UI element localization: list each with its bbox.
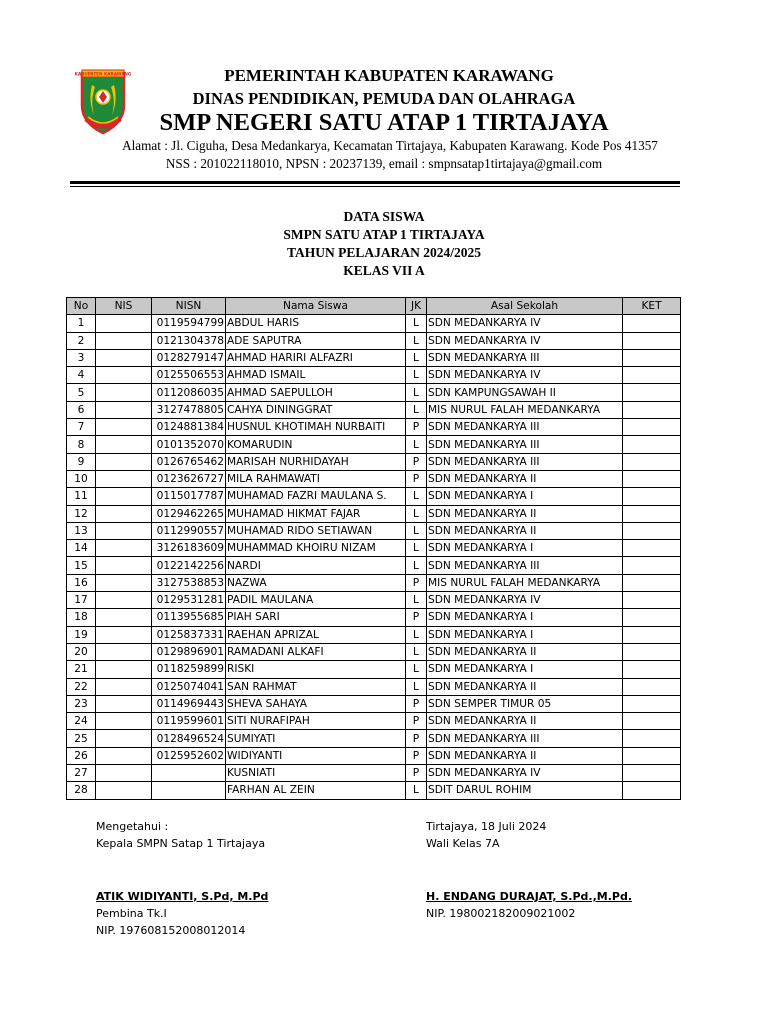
- cell-student-name: WIDIYANTI: [226, 747, 406, 764]
- place-date: Tirtajaya, 18 Juli 2024: [426, 820, 547, 833]
- cell-student-name: AHMAD SAEPULLOH: [226, 384, 406, 401]
- cell-no: 27: [67, 765, 96, 782]
- principal-nip: NIP. 197608152008012014: [96, 924, 246, 938]
- cell-gender: P: [406, 730, 427, 747]
- cell-no: 5: [67, 384, 96, 401]
- cell-no: 12: [67, 505, 96, 522]
- table-row: [67, 367, 681, 384]
- column-header-name: Nama Siswa: [226, 298, 406, 315]
- cell-student-name: MILA RAHMAWATI: [226, 470, 406, 487]
- cell-nisn: [152, 765, 226, 782]
- cell-no: 23: [67, 695, 96, 712]
- cell-notes: [623, 470, 681, 487]
- cell-origin-school: SDN MEDANKARYA I: [427, 661, 623, 678]
- column-header-nis: NIS: [96, 298, 152, 315]
- cell-notes: [623, 695, 681, 712]
- cell-origin-school: SDN MEDANKARYA II: [427, 522, 623, 539]
- cell-nis: [96, 730, 152, 747]
- cell-nis: [96, 367, 152, 384]
- cell-nis: [96, 592, 152, 609]
- cell-student-name: KOMARUDIN: [226, 436, 406, 453]
- cell-notes: [623, 401, 681, 418]
- cell-nisn: 0114969443: [152, 695, 226, 712]
- table-row: [67, 488, 681, 505]
- cell-gender: L: [406, 315, 427, 332]
- cell-nisn: 0101352070: [152, 436, 226, 453]
- cell-origin-school: SDN MEDANKARYA I: [427, 540, 623, 557]
- cell-origin-school: SDN MEDANKARYA IV: [427, 765, 623, 782]
- cell-gender: L: [406, 332, 427, 349]
- acknowledged-label: Mengetahui :: [96, 820, 169, 833]
- cell-notes: [623, 713, 681, 730]
- cell-no: 18: [67, 609, 96, 626]
- letterhead-divider-thin: [70, 186, 680, 187]
- cell-nis: [96, 488, 152, 505]
- cell-nis: [96, 436, 152, 453]
- cell-nisn: 0115017787: [152, 488, 226, 505]
- table-row: [67, 522, 681, 539]
- cell-student-name: AHMAD HARIRI ALFAZRI: [226, 349, 406, 366]
- cell-origin-school: SDN KAMPUNGSAWAH II: [427, 384, 623, 401]
- cell-no: 6: [67, 401, 96, 418]
- cell-origin-school: MIS NURUL FALAH MEDANKARYA: [427, 574, 623, 591]
- cell-notes: [623, 609, 681, 626]
- cell-gender: L: [406, 678, 427, 695]
- cell-nisn: 0125952602: [152, 747, 226, 764]
- cell-nisn: 0126765462: [152, 453, 226, 470]
- cell-no: 17: [67, 592, 96, 609]
- cell-nisn: 0112086035: [152, 384, 226, 401]
- cell-gender: L: [406, 661, 427, 678]
- cell-nis: [96, 713, 152, 730]
- cell-gender: L: [406, 626, 427, 643]
- cell-no: 11: [67, 488, 96, 505]
- column-header-nisn: NISN: [152, 298, 226, 315]
- cell-no: 10: [67, 470, 96, 487]
- cell-origin-school: SDN MEDANKARYA III: [427, 453, 623, 470]
- cell-student-name: PADIL MAULANA: [226, 592, 406, 609]
- cell-origin-school: SDN MEDANKARYA II: [427, 505, 623, 522]
- cell-nis: [96, 643, 152, 660]
- cell-no: 20: [67, 643, 96, 660]
- header-address: Alamat : Jl. Ciguha, Desa Medankarya, Kecamatan Tirtajaya, Kabupaten Karawang. Kode Pos 41357: [122, 138, 658, 153]
- cell-origin-school: SDN MEDANKARYA IV: [427, 332, 623, 349]
- table-row: [67, 609, 681, 626]
- cell-no: 22: [67, 678, 96, 695]
- cell-nisn: 0124881384: [152, 419, 226, 436]
- letterhead-divider-thick: [70, 181, 680, 184]
- table-row: [67, 332, 681, 349]
- cell-nis: [96, 384, 152, 401]
- cell-notes: [623, 488, 681, 505]
- cell-nisn: 0112990557: [152, 522, 226, 539]
- table-row: [67, 436, 681, 453]
- homeroom-teacher-signature-block: [426, 818, 632, 922]
- document-subtitle-school: SMPN SATU ATAP 1 TIRTAJAYA: [283, 227, 485, 242]
- cell-gender: P: [406, 419, 427, 436]
- header-department: DINAS PENDIDIKAN, PEMUDA DAN OLAHRAGA: [192, 89, 576, 108]
- table-row: [67, 505, 681, 522]
- principal-rank: Pembina Tk.I: [96, 906, 167, 920]
- column-header-no: No: [67, 298, 96, 315]
- cell-student-name: CAHYA DININGGRAT: [226, 401, 406, 418]
- table-body: [67, 315, 681, 799]
- cell-no: 26: [67, 747, 96, 764]
- cell-origin-school: SDN MEDANKARYA II: [427, 470, 623, 487]
- cell-gender: L: [406, 367, 427, 384]
- cell-notes: [623, 540, 681, 557]
- cell-nis: [96, 540, 152, 557]
- cell-notes: [623, 557, 681, 574]
- cell-student-name: KUSNIATI: [226, 765, 406, 782]
- cell-notes: [623, 419, 681, 436]
- cell-nisn: [152, 782, 226, 799]
- cell-nis: [96, 574, 152, 591]
- cell-gender: P: [406, 713, 427, 730]
- cell-nis: [96, 332, 152, 349]
- cell-nisn: 0129531281: [152, 592, 226, 609]
- cell-nis: [96, 453, 152, 470]
- cell-nisn: 3126183609: [152, 540, 226, 557]
- cell-notes: [623, 436, 681, 453]
- cell-gender: P: [406, 747, 427, 764]
- cell-nisn: 0122142256: [152, 557, 226, 574]
- homeroom-teacher-nip: NIP. 198002182009021002: [426, 906, 576, 920]
- cell-origin-school: SDN MEDANKARYA IV: [427, 315, 623, 332]
- column-header-origin-school: Asal Sekolah: [427, 298, 623, 315]
- cell-no: 15: [67, 557, 96, 574]
- cell-no: 2: [67, 332, 96, 349]
- cell-nisn: 3127478805: [152, 401, 226, 418]
- cell-nis: [96, 626, 152, 643]
- letterhead: [0, 0, 768, 190]
- cell-gender: P: [406, 574, 427, 591]
- cell-notes: [623, 643, 681, 660]
- cell-nis: [96, 470, 152, 487]
- cell-notes: [623, 453, 681, 470]
- cell-nisn: 0121304378: [152, 332, 226, 349]
- cell-notes: [623, 505, 681, 522]
- cell-gender: L: [406, 349, 427, 366]
- cell-nis: [96, 522, 152, 539]
- cell-nis: [96, 609, 152, 626]
- cell-nisn: 0113955685: [152, 609, 226, 626]
- cell-no: 13: [67, 522, 96, 539]
- cell-notes: [623, 367, 681, 384]
- column-header-gender: JK: [406, 298, 427, 315]
- student-roster-table: [66, 297, 681, 800]
- cell-student-name: MUHAMAD HIKMAT FAJAR: [226, 505, 406, 522]
- header-school-name: SMP NEGERI SATU ATAP 1 TIRTAJAYA: [159, 109, 609, 136]
- cell-gender: L: [406, 436, 427, 453]
- cell-origin-school: MIS NURUL FALAH MEDANKARYA: [427, 401, 623, 418]
- cell-origin-school: SDN SEMPER TIMUR 05: [427, 695, 623, 712]
- cell-student-name: AHMAD ISMAIL: [226, 367, 406, 384]
- cell-student-name: FARHAN AL ZEIN: [226, 782, 406, 799]
- document-subtitle-year: TAHUN PELAJARAN 2024/2025: [286, 245, 481, 260]
- cell-no: 16: [67, 574, 96, 591]
- table-row: [67, 349, 681, 366]
- cell-student-name: MARISAH NURHIDAYAH: [226, 453, 406, 470]
- cell-nisn: 0129462265: [152, 505, 226, 522]
- cell-nisn: 0125837331: [152, 626, 226, 643]
- cell-origin-school: SDN MEDANKARYA I: [427, 488, 623, 505]
- cell-notes: [623, 574, 681, 591]
- header-contact: NSS : 201022118010, NPSN : 20237139, email : smpnsatap1tirtajaya@gmail.com: [165, 156, 603, 171]
- table-row: [67, 315, 681, 332]
- cell-nis: [96, 661, 152, 678]
- homeroom-teacher-title: Wali Kelas 7A: [426, 837, 500, 851]
- cell-student-name: SAN RAHMAT: [226, 678, 406, 695]
- cell-no: 19: [67, 626, 96, 643]
- cell-gender: L: [406, 505, 427, 522]
- cell-gender: L: [406, 384, 427, 401]
- cell-nis: [96, 782, 152, 799]
- cell-notes: [623, 349, 681, 366]
- cell-gender: P: [406, 453, 427, 470]
- document-title-block: [0, 208, 768, 280]
- cell-nis: [96, 401, 152, 418]
- cell-nis: [96, 349, 152, 366]
- table-row: [67, 643, 681, 660]
- cell-student-name: MUHAMAD FAZRI MAULANA S.: [226, 488, 406, 505]
- cell-no: 24: [67, 713, 96, 730]
- cell-notes: [623, 522, 681, 539]
- cell-gender: P: [406, 470, 427, 487]
- document-subtitle-class: KELAS VII A: [343, 263, 425, 278]
- cell-origin-school: SDN MEDANKARYA II: [427, 643, 623, 660]
- cell-student-name: NAZWA: [226, 574, 406, 591]
- cell-student-name: MUHAMAD RIDO SETIAWAN: [226, 522, 406, 539]
- cell-no: 21: [67, 661, 96, 678]
- cell-gender: L: [406, 782, 427, 799]
- table-row: [67, 419, 681, 436]
- cell-nisn: 0125074041: [152, 678, 226, 695]
- cell-notes: [623, 730, 681, 747]
- cell-student-name: MUHAMMAD KHOIRU NIZAM: [226, 540, 406, 557]
- cell-notes: [623, 332, 681, 349]
- table-row: [67, 470, 681, 487]
- cell-student-name: ABDUL HARIS: [226, 315, 406, 332]
- cell-nis: [96, 678, 152, 695]
- cell-student-name: RAEHAN APRIZAL: [226, 626, 406, 643]
- cell-notes: [623, 747, 681, 764]
- cell-notes: [623, 592, 681, 609]
- principal-title: Kepala SMPN Satap 1 Tirtajaya: [96, 837, 266, 851]
- cell-gender: L: [406, 522, 427, 539]
- cell-no: 3: [67, 349, 96, 366]
- cell-nisn: 0119594799: [152, 315, 226, 332]
- cell-gender: L: [406, 540, 427, 557]
- cell-origin-school: SDN MEDANKARYA III: [427, 557, 623, 574]
- homeroom-teacher-name: H. ENDANG DURAJAT, S.Pd.,M.Pd.: [426, 889, 633, 903]
- cell-origin-school: SDN MEDANKARYA III: [427, 419, 623, 436]
- cell-no: 1: [67, 315, 96, 332]
- cell-origin-school: SDN MEDANKARYA IV: [427, 592, 623, 609]
- table-row: [67, 401, 681, 418]
- cell-student-name: NARDI: [226, 557, 406, 574]
- cell-no: 9: [67, 453, 96, 470]
- cell-no: 14: [67, 540, 96, 557]
- cell-origin-school: SDN MEDANKARYA II: [427, 678, 623, 695]
- cell-student-name: RISKI: [226, 661, 406, 678]
- cell-notes: [623, 678, 681, 695]
- cell-nis: [96, 765, 152, 782]
- cell-gender: L: [406, 557, 427, 574]
- cell-nisn: 0118259899: [152, 661, 226, 678]
- cell-nisn: 0129896901: [152, 643, 226, 660]
- cell-gender: P: [406, 695, 427, 712]
- cell-gender: P: [406, 609, 427, 626]
- cell-gender: P: [406, 765, 427, 782]
- cell-student-name: ADE SAPUTRA: [226, 332, 406, 349]
- cell-no: 25: [67, 730, 96, 747]
- cell-origin-school: SDN MEDANKARYA III: [427, 730, 623, 747]
- cell-notes: [623, 315, 681, 332]
- cell-notes: [623, 626, 681, 643]
- cell-nis: [96, 315, 152, 332]
- table-row: [67, 453, 681, 470]
- cell-notes: [623, 765, 681, 782]
- table-header-row: [67, 298, 681, 315]
- cell-no: 28: [67, 782, 96, 799]
- cell-gender: L: [406, 643, 427, 660]
- table-row: [67, 678, 681, 695]
- table-row: [67, 695, 681, 712]
- cell-origin-school: SDIT DARUL ROHIM: [427, 782, 623, 799]
- cell-nisn: 0128496524: [152, 730, 226, 747]
- table-row: [67, 765, 681, 782]
- svg-text:KABUPATEN KARAWANG: KABUPATEN KARAWANG: [74, 71, 132, 77]
- table-row: [67, 557, 681, 574]
- cell-gender: L: [406, 401, 427, 418]
- cell-no: 8: [67, 436, 96, 453]
- cell-origin-school: SDN MEDANKARYA I: [427, 609, 623, 626]
- table-row: [67, 782, 681, 799]
- header-government: PEMERINTAH KABUPATEN KARAWANG: [224, 66, 554, 85]
- column-header-notes: KET: [623, 298, 681, 315]
- table-row: [67, 730, 681, 747]
- cell-student-name: HUSNUL KHOTIMAH NURBAITI: [226, 419, 406, 436]
- cell-nisn: 3127538853: [152, 574, 226, 591]
- principal-name: ATIK WIDIYANTI, S.Pd, M.Pd: [96, 889, 269, 903]
- table-row: [67, 713, 681, 730]
- cell-nis: [96, 747, 152, 764]
- cell-student-name: SHEVA SAHAYA: [226, 695, 406, 712]
- table-row: [67, 592, 681, 609]
- cell-student-name: SITI NURAFIPAH: [226, 713, 406, 730]
- cell-gender: L: [406, 592, 427, 609]
- cell-nis: [96, 695, 152, 712]
- table-row: [67, 540, 681, 557]
- document-title: DATA SISWA: [343, 209, 425, 224]
- cell-student-name: SUMIYATI: [226, 730, 406, 747]
- cell-origin-school: SDN MEDANKARYA II: [427, 713, 623, 730]
- cell-nis: [96, 557, 152, 574]
- cell-no: 7: [67, 419, 96, 436]
- cell-student-name: PIAH SARI: [226, 609, 406, 626]
- table-row: [67, 626, 681, 643]
- table-row: [67, 661, 681, 678]
- cell-origin-school: SDN MEDANKARYA III: [427, 436, 623, 453]
- cell-origin-school: SDN MEDANKARYA IV: [427, 367, 623, 384]
- cell-nisn: 0125506553: [152, 367, 226, 384]
- cell-nis: [96, 505, 152, 522]
- cell-student-name: RAMADANI ALKAFI: [226, 643, 406, 660]
- cell-origin-school: SDN MEDANKARYA I: [427, 626, 623, 643]
- cell-no: 4: [67, 367, 96, 384]
- cell-nisn: 0123626727: [152, 470, 226, 487]
- cell-nisn: 0119599601: [152, 713, 226, 730]
- cell-origin-school: SDN MEDANKARYA II: [427, 747, 623, 764]
- table-row: [67, 384, 681, 401]
- cell-nis: [96, 419, 152, 436]
- cell-origin-school: SDN MEDANKARYA III: [427, 349, 623, 366]
- table-row: [67, 747, 681, 764]
- cell-gender: L: [406, 488, 427, 505]
- cell-nisn: 0128279147: [152, 349, 226, 366]
- principal-signature-block: [96, 818, 268, 939]
- cell-notes: [623, 661, 681, 678]
- cell-notes: [623, 782, 681, 799]
- table-row: [67, 574, 681, 591]
- cell-notes: [623, 384, 681, 401]
